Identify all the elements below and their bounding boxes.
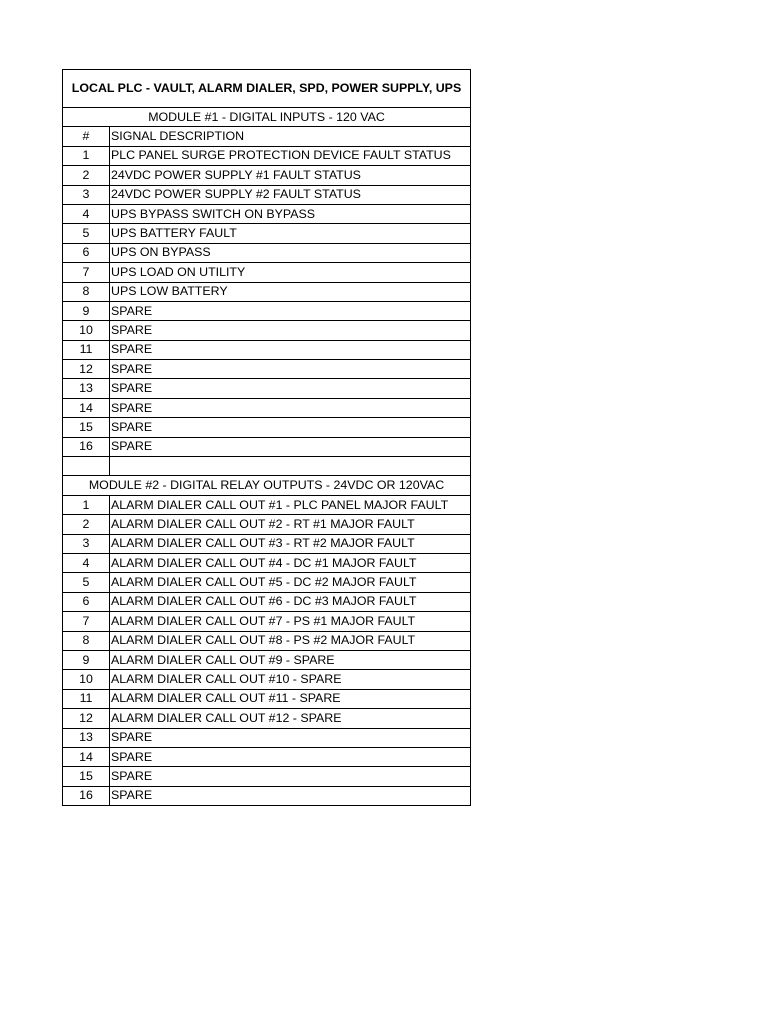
signal-description: SPARE (110, 321, 471, 340)
row-number: 9 (63, 650, 110, 669)
table-row (63, 243, 471, 262)
signal-description: 24VDC POWER SUPPLY #2 FAULT STATUS (110, 185, 471, 204)
table-row (63, 786, 471, 805)
row-number: 2 (63, 166, 110, 185)
row-number: 3 (63, 185, 110, 204)
signal-description: SPARE (110, 340, 471, 359)
table-row (63, 398, 471, 417)
signal-description: ALARM DIALER CALL OUT #8 - PS #2 MAJOR FAULT (110, 631, 471, 650)
signal-description: SPARE (110, 786, 471, 805)
row-number: 6 (63, 243, 110, 262)
table-row (63, 495, 471, 514)
table-row (63, 379, 471, 398)
title-row (63, 70, 471, 108)
signal-description: ALARM DIALER CALL OUT #9 - SPARE (110, 650, 471, 669)
row-number: 5 (63, 573, 110, 592)
column-header-row (63, 127, 471, 146)
signal-description: UPS LOW BATTERY (110, 282, 471, 301)
io-table-body (63, 70, 471, 806)
row-number: 11 (63, 340, 110, 359)
signal-description: PLC PANEL SURGE PROTECTION DEVICE FAULT STATUS (110, 146, 471, 165)
table-row (63, 418, 471, 437)
signal-description: ALARM DIALER CALL OUT #2 - RT #1 MAJOR FAULT (110, 515, 471, 534)
table-row (63, 321, 471, 340)
table-row (63, 515, 471, 534)
table-row (63, 767, 471, 786)
signal-description: UPS BATTERY FAULT (110, 224, 471, 243)
row-number: 4 (63, 204, 110, 223)
table-row (63, 534, 471, 553)
signal-description: SPARE (110, 379, 471, 398)
blank-cell (63, 457, 110, 476)
table-row (63, 631, 471, 650)
table-row (63, 263, 471, 282)
table-row (63, 146, 471, 165)
signal-description: UPS ON BYPASS (110, 243, 471, 262)
signal-description: ALARM DIALER CALL OUT #12 - SPARE (110, 709, 471, 728)
row-number: 9 (63, 301, 110, 320)
signal-description: ALARM DIALER CALL OUT #5 - DC #2 MAJOR FAULT (110, 573, 471, 592)
table-title: LOCAL PLC - VAULT, ALARM DIALER, SPD, POWER SUPPLY, UPS (63, 70, 471, 108)
row-number: 15 (63, 418, 110, 437)
signal-description: SPARE (110, 437, 471, 456)
row-number: 7 (63, 263, 110, 282)
row-number: 4 (63, 553, 110, 572)
table-row (63, 728, 471, 747)
signal-description: UPS BYPASS SWITCH ON BYPASS (110, 204, 471, 223)
signal-description: ALARM DIALER CALL OUT #1 - PLC PANEL MAJOR FAULT (110, 495, 471, 514)
table-row (63, 437, 471, 456)
row-number: 8 (63, 282, 110, 301)
table-row (63, 301, 471, 320)
row-number: 12 (63, 360, 110, 379)
module2-header-row (63, 476, 471, 495)
row-number: 1 (63, 146, 110, 165)
row-number: 10 (63, 321, 110, 340)
row-number: 11 (63, 689, 110, 708)
table-row (63, 185, 471, 204)
table-row (63, 612, 471, 631)
row-number: 13 (63, 728, 110, 747)
module2-header: MODULE #2 - DIGITAL RELAY OUTPUTS - 24VDC OR 120VAC (63, 476, 471, 495)
signal-description: ALARM DIALER CALL OUT #6 - DC #3 MAJOR FAULT (110, 592, 471, 611)
row-number: 16 (63, 437, 110, 456)
table-row (63, 709, 471, 728)
table-row (63, 340, 471, 359)
module1-header: MODULE #1 - DIGITAL INPUTS - 120 VAC (63, 108, 471, 127)
column-header-desc: SIGNAL DESCRIPTION (110, 127, 471, 146)
table-row (63, 650, 471, 669)
row-number: 14 (63, 398, 110, 417)
blank-cell (110, 457, 471, 476)
signal-description: SPARE (110, 301, 471, 320)
blank-row (63, 457, 471, 476)
table-row (63, 592, 471, 611)
table-row (63, 360, 471, 379)
signal-description: SPARE (110, 728, 471, 747)
signal-description: ALARM DIALER CALL OUT #4 - DC #1 MAJOR FAULT (110, 553, 471, 572)
table-row (63, 166, 471, 185)
row-number: 5 (63, 224, 110, 243)
signal-description: SPARE (110, 398, 471, 417)
signal-description: ALARM DIALER CALL OUT #7 - PS #1 MAJOR FAULT (110, 612, 471, 631)
column-header-num: # (63, 127, 110, 146)
table-row (63, 573, 471, 592)
row-number: 6 (63, 592, 110, 611)
io-assignment-table (62, 69, 471, 806)
row-number: 3 (63, 534, 110, 553)
signal-description: SPARE (110, 360, 471, 379)
module1-header-row (63, 108, 471, 127)
row-number: 15 (63, 767, 110, 786)
row-number: 13 (63, 379, 110, 398)
table-row (63, 204, 471, 223)
signal-description: 24VDC POWER SUPPLY #1 FAULT STATUS (110, 166, 471, 185)
signal-description: UPS LOAD ON UTILITY (110, 263, 471, 282)
row-number: 2 (63, 515, 110, 534)
signal-description: SPARE (110, 418, 471, 437)
signal-description: SPARE (110, 747, 471, 766)
table-row (63, 689, 471, 708)
table-row (63, 282, 471, 301)
signal-description: ALARM DIALER CALL OUT #10 - SPARE (110, 670, 471, 689)
signal-description: ALARM DIALER CALL OUT #3 - RT #2 MAJOR FAULT (110, 534, 471, 553)
row-number: 8 (63, 631, 110, 650)
row-number: 16 (63, 786, 110, 805)
row-number: 1 (63, 495, 110, 514)
table-row (63, 747, 471, 766)
signal-description: ALARM DIALER CALL OUT #11 - SPARE (110, 689, 471, 708)
table-row (63, 224, 471, 243)
table-row (63, 670, 471, 689)
row-number: 12 (63, 709, 110, 728)
row-number: 14 (63, 747, 110, 766)
row-number: 10 (63, 670, 110, 689)
signal-description: SPARE (110, 767, 471, 786)
table-row (63, 553, 471, 572)
row-number: 7 (63, 612, 110, 631)
